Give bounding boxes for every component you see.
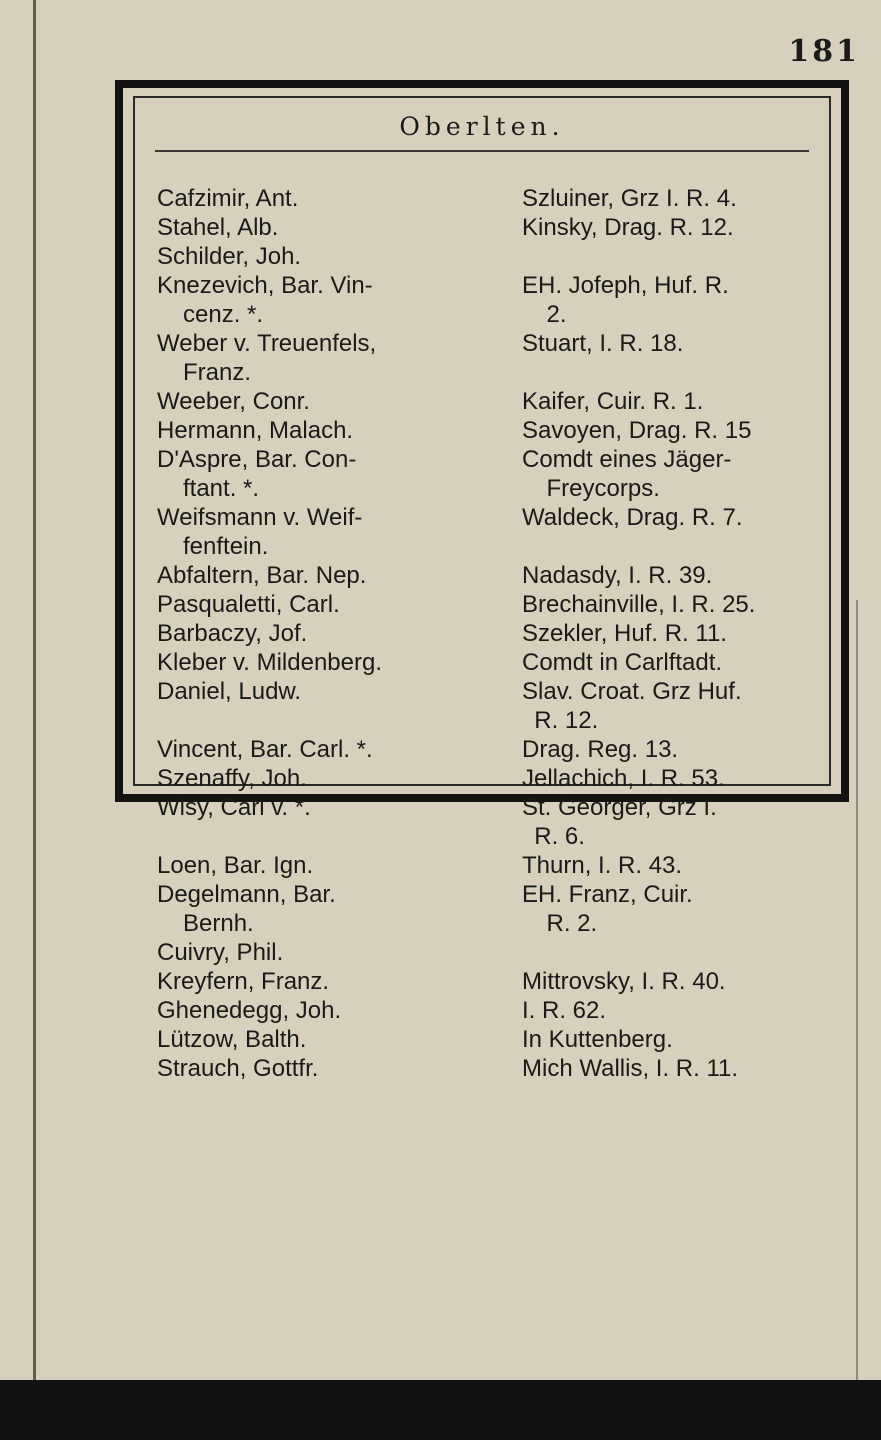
regiment: Comdt in Carlftadt. <box>522 649 723 676</box>
regiment <box>534 532 847 561</box>
regiment: Kaifer, Cuir. R. 1. <box>522 388 704 415</box>
table-row <box>157 590 847 619</box>
table-row <box>157 474 847 503</box>
regiment: R. 12. <box>534 707 599 734</box>
table-row <box>157 735 847 764</box>
officer-name: Abfaltern, Bar. Nep. <box>157 562 367 589</box>
officer-name: Stahel, Alb. <box>157 214 279 241</box>
officer-name: Cafzimir, Ant. <box>157 185 299 212</box>
officer-name: ftant. *. <box>183 475 260 502</box>
regiment: Comdt eines Jäger- <box>522 446 732 473</box>
officer-name: Schilder, Joh. <box>157 243 302 270</box>
officer-name: Degelmann, Bar. <box>157 881 336 908</box>
regiment: Freycorps. <box>546 475 660 502</box>
regiment: Brechainville, I. R. 25. <box>522 591 756 618</box>
officer-list <box>157 184 847 1083</box>
officer-name: cenz. *. <box>183 301 264 328</box>
regiment: R. 2. <box>546 910 598 937</box>
regiment: Mittrovsky, I. R. 40. <box>522 968 726 995</box>
left-margin-rule <box>33 0 36 1440</box>
table-inner-frame <box>133 96 831 1082</box>
table-row <box>157 967 847 996</box>
table-row <box>157 561 847 590</box>
regiment: Waldeck, Drag. R. 7. <box>522 504 743 531</box>
officer-name: Weber v. Treuenfels, <box>157 330 377 357</box>
officer-name: Weeber, Conr. <box>157 388 310 415</box>
table-row <box>157 358 847 387</box>
officer-name: Bernh. <box>183 910 254 937</box>
table-row <box>157 764 847 793</box>
table-row <box>157 677 847 706</box>
regiment: R. 6. <box>534 823 585 850</box>
regiment: EH. Franz, Cuir. <box>522 881 693 908</box>
regiment: Kinsky, Drag. R. 12. <box>522 214 734 241</box>
regiment: EH. Jofeph, Huf. R. <box>522 272 729 299</box>
regiment: 2. <box>546 301 567 328</box>
table-row <box>157 503 847 532</box>
officer-name: Vincent, Bar. Carl. *. <box>157 736 373 763</box>
regiment: Drag. Reg. 13. <box>522 736 679 763</box>
officer-name: Cuivry, Phil. <box>157 939 284 966</box>
section-title: Oberlten. <box>399 112 565 141</box>
table-row <box>157 271 847 300</box>
regiment: Szekler, Huf. R. 11. <box>522 620 727 647</box>
table-row <box>157 880 847 909</box>
officer-name: Ghenedegg, Joh. <box>157 997 342 1024</box>
regiment: Savoyen, Drag. R. 15 <box>522 417 752 444</box>
officer-name: Kleber v. Mildenberg. <box>157 649 382 676</box>
table-row <box>157 1025 847 1054</box>
officer-name: Szenaffy, Joh. <box>157 765 307 792</box>
table-row <box>157 648 847 677</box>
officer-name: Knezevich, Bar. Vin- <box>157 272 373 299</box>
table-row <box>157 851 847 880</box>
regiment <box>534 358 847 387</box>
table-row <box>157 793 847 822</box>
officer-name: Wisy, Carl v. *. <box>157 794 311 821</box>
officer-name: Weifsmann v. Weif- <box>157 504 363 531</box>
regiment: St. Georger, Grz I. <box>522 794 717 821</box>
table-row <box>157 909 847 938</box>
table-row <box>157 184 847 213</box>
table-row <box>157 938 847 967</box>
table-row <box>157 242 847 271</box>
table-row <box>157 822 847 851</box>
officer-name: Hermann, Malach. <box>157 417 354 444</box>
table-row <box>157 300 847 329</box>
officer-name <box>157 706 508 735</box>
header-rule <box>155 150 809 152</box>
table-row <box>157 387 847 416</box>
table-row <box>157 213 847 242</box>
regiment: Thurn, I. R. 43. <box>522 852 683 879</box>
table-row <box>157 996 847 1025</box>
scan-bottom-edge <box>0 1380 881 1440</box>
officer-name: D'Aspre, Bar. Con- <box>157 446 357 473</box>
officer-name: Barbaczy, Jof. <box>157 620 308 647</box>
table-row <box>157 329 847 358</box>
table-row <box>157 416 847 445</box>
page-number: 181 <box>788 34 860 69</box>
regiment: I. R. 62. <box>522 997 607 1024</box>
table-row <box>157 1054 847 1083</box>
officer-name: Franz. <box>183 359 252 386</box>
table-row <box>157 532 847 561</box>
regiment: Nadasdy, I. R. 39. <box>522 562 713 589</box>
regiment: Jellachich, I. R. 53. <box>522 765 725 792</box>
regiment: Stuart, I. R. 18. <box>522 330 684 357</box>
regiment <box>522 242 847 271</box>
officer-name: Kreyfern, Franz. <box>157 968 330 995</box>
officer-name <box>157 822 508 851</box>
right-margin-rule <box>856 600 858 1440</box>
officer-name: Daniel, Ludw. <box>157 678 302 705</box>
regiment: Szluiner, Grz I. R. 4. <box>522 185 737 212</box>
regiment: Mich Wallis, I. R. 11. <box>522 1055 739 1082</box>
officer-name: Pasqualetti, Carl. <box>157 591 340 618</box>
officer-name: Loen, Bar. Ign. <box>157 852 314 879</box>
officer-name: Strauch, Gottfr. <box>157 1055 319 1082</box>
table-row <box>157 706 847 735</box>
regiment: In Kuttenberg. <box>522 1026 673 1053</box>
officer-name: fenftein. <box>183 533 269 560</box>
table-frame <box>115 80 849 1082</box>
regiment: Slav. Croat. Grz Huf. <box>522 678 742 705</box>
regiment <box>522 938 847 967</box>
table-row <box>157 619 847 648</box>
table-row <box>157 445 847 474</box>
officer-name: Lützow, Balth. <box>157 1026 307 1053</box>
